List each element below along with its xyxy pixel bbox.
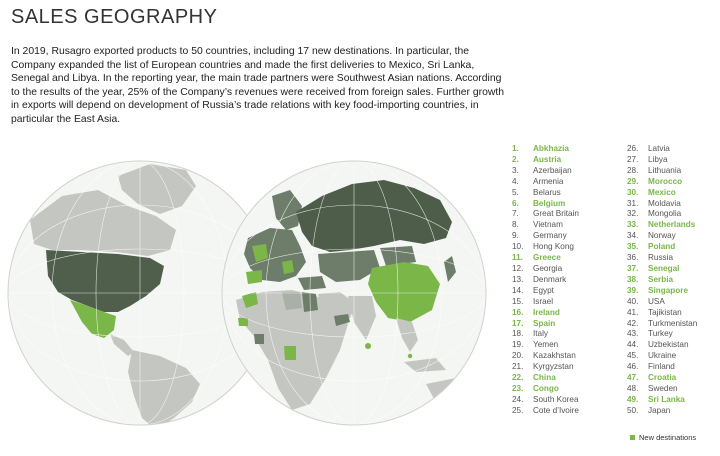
country-list-item [627,275,697,286]
country-number: 30. [627,187,639,197]
country-list-item [627,340,697,351]
balkans-new-shape [282,260,294,274]
country-list-item [512,286,579,297]
country-name: Vietnam [533,220,563,230]
country-number: 35. [627,242,639,252]
country-name: Hong Kong [533,242,574,252]
country-list-item [627,351,697,362]
country-name: Mexico [648,187,676,197]
country-number: 7. [512,209,519,219]
country-number: 28. [627,165,639,175]
country-name: Cote d’Ivoire [533,405,579,415]
country-name: Kazakhstan [533,351,576,361]
country-list-item [627,373,697,384]
country-name: Poland [648,242,676,252]
country-name: Belgium [533,198,566,208]
country-name: Germany [533,231,567,241]
country-list-item [512,144,579,155]
country-number: 49. [627,394,639,404]
country-name: Egypt [533,285,554,295]
sri-lanka-shape [365,343,371,349]
country-name: Libya [648,154,668,164]
country-list-item [627,188,697,199]
country-number: 26. [627,144,639,153]
country-name: Serbia [648,274,674,284]
country-number: 29. [627,176,639,186]
country-list-item [627,220,697,231]
country-list-item [627,155,697,166]
country-name: Japan [648,405,671,415]
legend-swatch [630,435,635,440]
country-number: 33. [627,220,639,230]
country-number: 13. [512,274,524,284]
country-list-item [512,395,579,406]
country-list-item [512,155,579,166]
country-number: 41. [627,307,639,317]
country-name: Abkhazia [533,144,569,153]
country-number: 1. [512,144,519,153]
country-name: Belarus [533,187,561,197]
page-title: SALES GEOGRAPHY [11,6,218,28]
country-name: Finland [648,362,675,372]
country-list-item [512,297,579,308]
country-number: 15. [512,296,524,306]
country-list-item [512,231,579,242]
country-number: 12. [512,263,524,273]
country-number: 5. [512,187,519,197]
legend-label: New destinations [639,433,697,442]
country-list-item [627,242,697,253]
spain-shape [246,270,262,284]
intro-paragraph: In 2019, Rusagro exported products to 50 countries, including 17 new destinations. In particular, the Company expanded the list of European countries and made the first deliveries to Mexico, Sri Lanka, Senegal and Libya. In the reporting year, the main trade partners were Southwest Asian nations. According to the results of the year, 25% of the Company’s revenues were received from foreign sales. Further growth in exports will depend on development of Russia’s trade relations with key food-importing countries, in particular the East Asia. [11,46,505,125]
country-name: Azerbaijan [533,165,572,175]
country-list-item [512,340,579,351]
country-number: 36. [627,253,639,263]
country-name: Latvia [648,144,670,153]
country-name: Morocco [648,176,683,186]
country-number: 31. [627,198,639,208]
country-name: Netherlands [648,220,696,230]
country-name: Yemen [533,340,559,350]
country-list-item [627,286,697,297]
country-name: Kyrgyzstan [533,362,574,372]
country-list-item [512,199,579,210]
country-number: 8. [512,220,519,230]
country-name: Austria [533,154,562,164]
country-name: Israel [533,296,554,306]
country-list-item [627,395,697,406]
country-list-item [512,329,579,340]
country-name: Denmark [533,274,567,284]
country-number: 20. [512,351,524,361]
country-list-item [627,264,697,275]
country-number: 24. [512,394,524,404]
country-name: Spain [533,318,556,328]
country-number: 40. [627,296,639,306]
country-name: Ireland [533,307,560,317]
country-name: Turkey [648,329,673,339]
country-number: 39. [627,285,639,295]
country-name: Sri Lanka [648,394,685,404]
country-list-item [512,351,579,362]
country-number: 37. [627,263,639,273]
country-name: Georgia [533,263,563,273]
country-number: 25. [512,405,524,415]
country-number: 10. [512,242,524,252]
country-name: Ukraine [648,351,677,361]
country-number: 21. [512,362,524,372]
country-list-item [512,253,579,264]
country-list-item [512,242,579,253]
country-number: 18. [512,329,524,339]
country-number: 23. [512,383,524,393]
legend [630,433,696,442]
country-name: Senegal [648,263,680,273]
country-number: 22. [512,373,524,383]
country-name: Lithuania [648,165,682,175]
country-name: Moldavia [648,198,681,208]
country-list-item [512,209,579,220]
country-number: 42. [627,318,639,328]
australia-edge-shape [426,378,470,410]
country-list-item [627,144,697,155]
country-name: Greece [533,253,561,263]
country-list-item [512,319,579,330]
country-list-item [627,166,697,177]
country-number: 47. [627,373,639,383]
country-number: 50. [627,405,639,415]
country-list-item [512,362,579,373]
country-number: 3. [512,165,519,175]
country-name: Mongolia [648,209,682,219]
country-number: 2. [512,154,519,164]
country-name: Congo [533,383,559,393]
country-name: Tajikistan [648,307,682,317]
country-number: 44. [627,340,639,350]
country-number: 32. [627,209,639,219]
country-list-item [512,188,579,199]
cote-divoire-shape [254,334,264,344]
country-list-item [512,406,579,417]
country-number: 38. [627,274,639,284]
country-list-item [627,308,697,319]
country-name: Norway [648,231,676,241]
country-name: Turkmenistan [648,318,698,328]
country-number: 43. [627,329,639,339]
country-name: Croatia [648,373,677,383]
country-number: 48. [627,383,639,393]
country-list-col2 [627,144,697,417]
country-name: South Korea [533,394,579,404]
eastern-hemisphere [222,161,486,425]
country-list-item [627,199,697,210]
country-name: USA [648,296,665,306]
country-list-item [627,297,697,308]
country-name: Italy [533,329,549,339]
country-number: 11. [512,253,523,263]
country-list-item [512,220,579,231]
country-name: Armenia [533,176,564,186]
country-list-col1 [512,144,579,417]
country-number: 17. [512,318,524,328]
country-number: 14. [512,285,524,295]
country-list-item [627,406,697,417]
country-list-item [627,231,697,242]
country-number: 9. [512,231,519,241]
country-list-item [512,384,579,395]
country-name: Great Britain [533,209,579,219]
country-name: Sweden [648,383,678,393]
country-number: 34. [627,231,639,241]
country-name: Uzbekistan [648,340,689,350]
congo-shape [284,346,296,360]
country-number: 45. [627,351,639,361]
country-list-item [627,253,697,264]
country-list-item [627,329,697,340]
senegal-shape [238,318,248,326]
country-list-item [512,177,579,188]
country-number: 46. [627,362,639,372]
country-number: 19. [512,340,524,350]
country-list-item [512,166,579,177]
country-number: 16. [512,307,524,317]
country-list-item [627,177,697,188]
country-name: Singapore [648,285,689,295]
country-number: 6. [512,198,519,208]
country-list-item [627,209,697,220]
country-list-item [512,275,579,286]
country-name: China [533,373,556,383]
country-list-item [512,373,579,384]
country-number: 4. [512,176,519,186]
country-list-item [627,362,697,373]
country-list-item [512,308,579,319]
country-name: Russia [648,253,674,263]
country-list-item [627,384,697,395]
country-number: 27. [627,154,639,164]
country-list-item [627,319,697,330]
singapore-shape [408,354,412,358]
country-list-item [512,264,579,275]
